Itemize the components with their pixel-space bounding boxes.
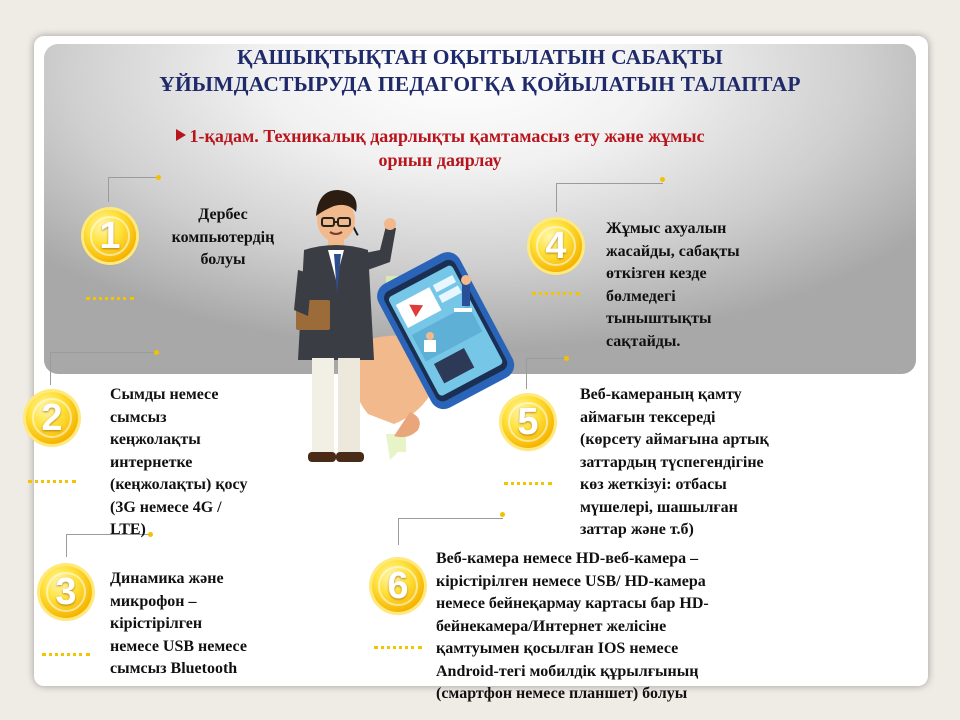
dotted-underline [28, 480, 76, 483]
step-number-4: 4 [530, 220, 582, 272]
step-1-text: Дербес компьютердің болуы [171, 206, 275, 268]
step-6-text: Веб-камера немесе HD-веб-камера – кірістірілген немесе USB/ HD-камера немесе бейнеқармау картасы бар HD- бейнекамера/Интернет желісіне қамтуымен қосылған IOS немесе Android-тегі мобилдік құрылғының (смартфон немесе планшет) болуы [436, 550, 709, 702]
step-3-text: Динамика және микрофон – кірістірілген немесе USB немесе сымсыз Bluetooth [110, 570, 247, 677]
step-number-3: 3 [40, 566, 92, 618]
subtitle-line-1: 1-қадам. Техникалық даярлықты қамтамасыз ету және жұмыс [189, 126, 705, 146]
connector-1 [108, 177, 159, 202]
connector-5 [526, 358, 567, 389]
dotted-underline [504, 482, 552, 485]
step-2-text: Сымды немесе сымсыз кеңжолақты интернетке (кеңжолақты) қосу (3G немесе 4G / LTE) [110, 386, 248, 538]
teacher-smartphone-illustration [290, 180, 530, 470]
step-number-6: 6 [372, 560, 424, 612]
connector-6 [398, 518, 503, 545]
connector-dot [156, 175, 161, 180]
connector-2 [50, 352, 157, 385]
step-subtitle [120, 124, 760, 172]
play-triangle-icon [176, 129, 186, 141]
connector-dot [564, 356, 569, 361]
step-4-text: Жұмыс ахуалын жасайды, сабақты өткізген кезде бөлмедегі тыныштықты сақтайды. [606, 220, 740, 350]
title-line-2: ҰЙЫМДАСТЫРУДА ПЕДАГОГҚА ҚОЙЫЛАТЫН ТАЛАПТАР [159, 72, 801, 96]
step-number-2: 2 [26, 392, 78, 444]
connector-4 [556, 183, 663, 212]
dotted-underline [42, 653, 90, 656]
connector-dot [154, 350, 159, 355]
step-5-text: Веб-камераның қамту аймағын тексереді (көрсету аймағына артық заттардың түспегендігіне көз жеткізуі: отбасы мүшелері, шашылған заттар және т.б) [580, 386, 769, 538]
dotted-underline [532, 292, 580, 295]
subtitle-line-2: орнын даярлау [378, 150, 502, 170]
dotted-underline [374, 646, 422, 649]
dotted-underline [86, 297, 134, 300]
step-number-1: 1 [84, 210, 136, 262]
connector-dot [500, 512, 505, 517]
page-title [0, 44, 960, 98]
step-number-5: 5 [502, 396, 554, 448]
connector-dot [660, 177, 665, 182]
title-line-1: ҚАШЫҚТЫҚТАН ОҚЫТЫЛАТЫН САБАҚТЫ [237, 45, 723, 69]
